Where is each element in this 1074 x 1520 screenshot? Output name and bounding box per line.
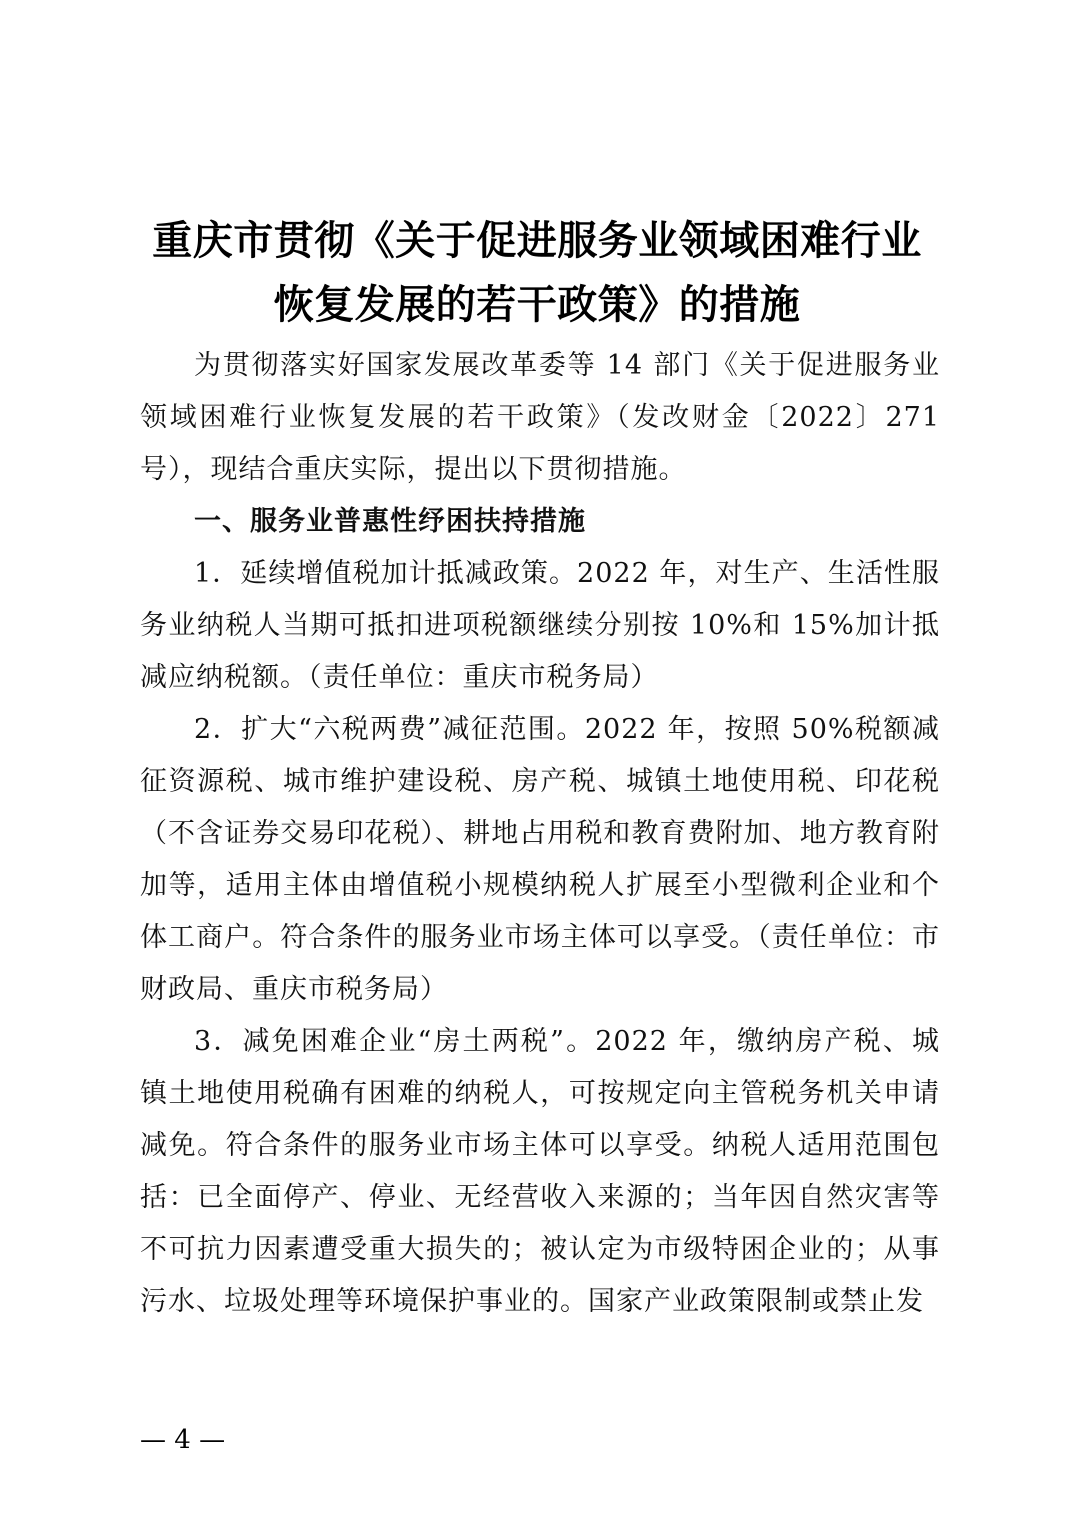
title-line-2: 恢复发展的若干政策》的措施 [273, 280, 801, 328]
document-body [140, 340, 940, 1328]
item-3-paragraph: 3．减免困难企业“房土两税”。2022 年，缴纳房产税、城镇土地使用税确有困难的纳税人，可按规定向主管税务机关申请减免。符合条件的服务业市场主体可以享受。纳税人适用范围包括：已全面停产、停业、无经营收入来源的；当年因自然灾害等不可抗力因素遭受重大损失的；被认定为市级特困企业的；从事污水、垃圾处理等环境保护事业的。国家产业政策限制或禁止发 [140, 1026, 940, 1317]
item-1-paragraph: 1．延续增值税加计抵减政策。2022 年，对生产、生活性服务业纳税人当期可抵扣进项税额继续分别按 10%和 15%加计抵减应纳税额。（责任单位：重庆市税务局） [140, 558, 940, 693]
document-title [120, 209, 954, 337]
page-number: — 4 — [140, 1425, 226, 1455]
section-heading-1: 一、服务业普惠性纾困扶持措施 [194, 506, 586, 537]
item-2-paragraph: 2．扩大“六税两费”减征范围。2022 年，按照 50%税额减征资源税、城市维护建设税、房产税、城镇土地使用税、印花税（不含证券交易印花税）、耕地占用税和教育费附加、地方教育附加等，适用主体由增值税小规模纳税人扩展至小型微利企业和个体工商户。符合条件的服务业市场主体可以享受。（责任单位：市财政局、重庆市税务局） [140, 714, 940, 1005]
intro-paragraph: 为贯彻落实好国家发展改革委等 14 部门《关于促进服务业领域困难行业恢复发展的若干政策》（发改财金〔2022〕271 号），现结合重庆实际，提出以下贯彻措施。 [140, 350, 940, 485]
title-line-1: 重庆市贯彻《关于促进服务业领域困难行业 [152, 216, 922, 264]
